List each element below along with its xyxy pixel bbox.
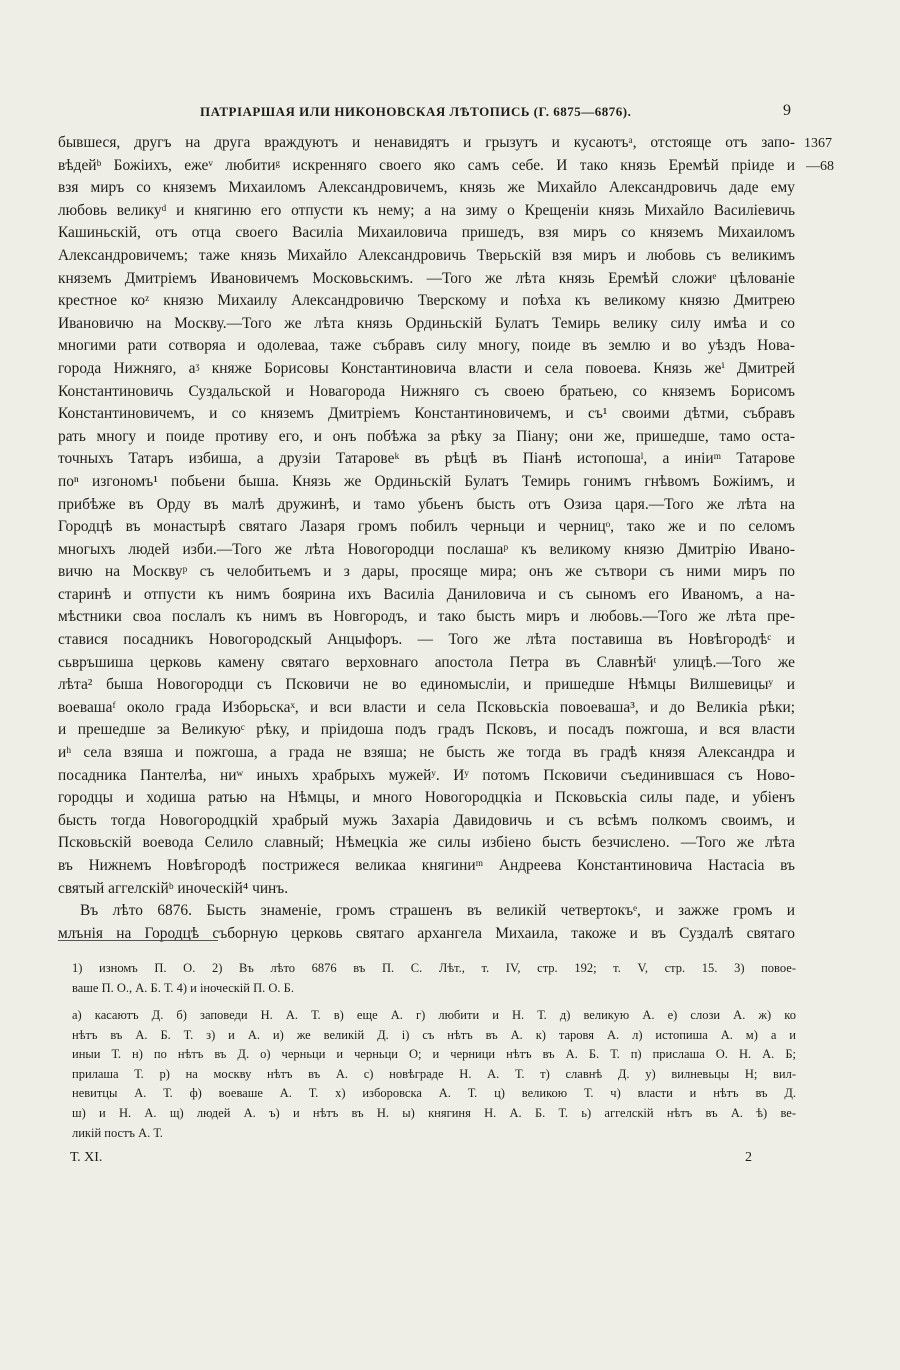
body-line: воевашаᶠ около града Изборьскаˣ, и вси власти и села Псковьскіа повоеваша³, и до Великіа рѣки; bbox=[58, 698, 795, 716]
body-line: лѣта² быша Новогородци съ Псковичи не во единомысліи, и пришедше Нѣмцы Вилшевицыʸ и bbox=[58, 676, 795, 694]
body-line: Въ лѣто 6876. Бысть знаменіе, громъ страшенъ въ великій четвертокъᵉ, и зажже громъ и bbox=[80, 902, 795, 920]
body-line: княземъ Дмитріемъ Ивановичемъ Московьскимъ. —Того же лѣта князь Еремѣй сложиᵉ цѣлованіе bbox=[58, 269, 795, 287]
body-line: многыхъ людей изби.—Того же лѣта Новогородци послашаᵖ къ великому князю Дмитрію Ивано- bbox=[58, 540, 795, 558]
footnote-line: нѣтъ въ А. Б. Т. з) и А. и) же великій Д. і) съ нѣтъ въ А. к) таровя А. л) истопиша А. м) а и bbox=[72, 1027, 796, 1042]
body-line: мѣстники своа послалъ къ нимъ въ Новгородъ, и тако бысть миръ и любовь.—Того же лѣта пре- bbox=[58, 608, 795, 626]
body-line: старинѣ и отпусти къ нимъ боярина ихъ Василіа Даниловича и съ сыномъ его Иваномъ, а на- bbox=[58, 585, 795, 603]
lettered-footnotes bbox=[72, 1006, 796, 1143]
body-line: посадника Пантелѣа, ниʷ иныхъ храбрыхъ мужейʸ. Иʸ потомъ Псковичи съединившася съ Ново- bbox=[58, 766, 795, 784]
footnote-line: ликій постъ А. Т. bbox=[72, 1125, 163, 1140]
body-line: иʰ села взяша и пожгоша, а града не взяша; не бысть же тогда въ градѣ князя Александра и bbox=[58, 744, 795, 762]
running-header: ПАТРІАРШАЯ ИЛИ НИКОНОВСКАЯ ЛѢТОПИСЬ (Г. 6875—6876). bbox=[200, 104, 632, 119]
body-line: вѣдейᵇ Божіихъ, ежеᵛ любитиᵍ искренняго своего яко самъ себе. И тако князь Еремѣй пріиде и bbox=[58, 156, 795, 174]
footnote-line: иныи Т. н) по нѣтъ въ Д. о) черньци и черньци О; и черници нѣтъ въ А. Б. Т. п) прислаша О. Н. А. Б; bbox=[72, 1047, 796, 1062]
body-line: поⁿ изгономъ¹ побьени быша. Князь же Ординьскій Булатъ Темирь гонимъ гнѣвомъ Божіимъ, и bbox=[58, 472, 795, 490]
body-line: Александровичемъ; таже князь Михайло Александровичь Тверьскій взя миръ и любовь съ великимъ bbox=[58, 246, 795, 264]
margin-year-bottom: —68 bbox=[806, 159, 834, 174]
footnote-line: ваше П. О., А. Б. Т. 4) и іноческій П. О. Б. bbox=[72, 981, 294, 995]
body-line: святый аггелскійᵇ иноческій⁴ чинъ. bbox=[58, 879, 289, 897]
body-line: Константиновичемъ, и со княземъ Дмитріемъ Константиновичемъ, и съ¹ своими дѣтми, събравъ bbox=[58, 405, 795, 423]
page-number: 9 bbox=[783, 102, 791, 119]
body-line: млънія на Городцѣ съборную церковь святаго архангела Михаила, такоже и въ Суздалѣ святаго bbox=[58, 924, 795, 942]
volume-label: Т. XI. bbox=[70, 1150, 103, 1165]
body-line: прибѣже въ Орду въ малѣ дружинѣ, и тамо убьенъ бысть отъ Озиза царя.—Того же лѣта на bbox=[58, 495, 795, 513]
signature-mark: 2 bbox=[745, 1150, 752, 1165]
body-line: ставися посадникъ Новогородскый Анцыфоръ. — Того же лѣта поставиша въ Новѣгородѣᶜ и bbox=[58, 631, 795, 649]
body-line: Городцѣ въ монастырѣ святаго Лазаря громъ побилъ черньци и черницᵒ, тако же и по селомъ bbox=[58, 518, 795, 536]
body-line: взя миръ со княземъ Михаиломъ Александровичемъ, князь же Михайло Александровичь даде ему bbox=[58, 179, 795, 197]
body-line: вичю на Москвуᵖ съ челобитьемъ и з дары, просяще мира; онъ же сътвори съ ними миръ по bbox=[58, 563, 795, 581]
body-line: городцы и ходиша ратью на Нѣмцы, и много Новогородцкіа и Псковьскіа силы паде, и убіенъ bbox=[58, 789, 795, 807]
body-line: бывшеся, другъ на друга враждуютъ и ненавидятъ и грызутъ и кусаютъᵃ, отстояще отъ запо- bbox=[58, 134, 795, 151]
footnote-line: 1) изномъ П. О. 2) Въ лѣто 6876 въ П. С. Лѣт., т. IV, стр. 192; т. V, стр. 15. 3) повое- bbox=[72, 961, 796, 975]
body-text bbox=[58, 132, 795, 945]
body-line: въ Нижнемъ Новѣгородѣ пострижеся великаа княгиниᵐ Андреева Константиновича Настасіа въ bbox=[58, 857, 795, 874]
body-line: города Нижняго, аᶾ княже Борисовы Константиновича власти и села повоева. Князь жеⁱ Дмитрей bbox=[58, 359, 795, 377]
body-line: многими рати сотворяа и одолеваа, таже събравъ силу многу, поиде въ землю и во уѣздъ Нова- bbox=[58, 337, 795, 355]
body-line: Ивановичю на Москву.—Того же лѣта князь Ординьскій Булатъ Темирь велику силу имѣа и со bbox=[58, 314, 795, 332]
numbered-footnotes bbox=[72, 958, 796, 998]
body-line: Константиновичь Суздальской и Новагорода Нижняго съ своею братьею, со княземъ Борисомъ bbox=[58, 382, 795, 400]
body-line: сьвръшиша церковь камену святаго верховнаго апостола Петра въ Славнѣйᵗ улицѣ.—Того же bbox=[58, 653, 795, 671]
margin-year-top: 1367 bbox=[804, 136, 832, 151]
body-line: точныхъ Татаръ избиша, а друзіи Татаровеᵏ въ рѣцѣ въ Піанѣ истопошаˡ, а иніиᵐ Татарове bbox=[58, 450, 795, 468]
body-line: Кашиньскій, отъ отца своего Василіа Михаиловича пришедъ, взя миръ со княземъ Михаиломъ bbox=[58, 224, 795, 242]
footnote-line: а) касаютъ Д. б) заповеди Н. А. Т. в) еще А. г) любити и Н. Т. д) великую А. е) слози А. ж) ко bbox=[72, 1008, 796, 1022]
body-line: и прешедше за Великуюᶜ рѣку, и пріидоша подъ градъ Псковъ, и посадъ пожгоша, и вся власти bbox=[58, 721, 795, 739]
body-line: крестное коᶻ князю Михаилу Александровичю Тверскому и поѣха къ великому князю Дмитрею bbox=[58, 292, 795, 310]
body-line: любовь великуᵈ и княгиню его отпусти къ нему; а на зиму о Крещеніи князь Михайло Василіевичь bbox=[58, 201, 795, 219]
body-line: Псковьскій воевода Селило славный; Нѣмецкіа же силы избіено бысть безчислено. —Того же лѣта bbox=[58, 834, 795, 852]
footnote-divider bbox=[58, 940, 218, 941]
body-line: рать многу и поиде противу его, и онъ побѣжа за рѣку за Піану; они же, пришедше, тамо оста- bbox=[58, 427, 795, 445]
footnote-line: прилаша Т. р) на москву нѣтъ въ А. с) новѣграде Н. А. Т. т) славнѣ Д. у) вилневьцы Н; вил- bbox=[72, 1066, 796, 1081]
body-line: бысть тогда Новогородцкій храбрый мужь Захаріа Давидовичь и съ всѣмъ полкомъ своимъ, и bbox=[58, 811, 795, 829]
footnote-line: невитцы А. Т. ф) воеваше А. Т. х) изборовска А. Т. ц) великою Т. ч) власти и нѣтъ въ Д. bbox=[72, 1086, 796, 1101]
footnote-line: ш) и Н. А. щ) людей А. ъ) и нѣтъ въ Н. ы) княгиня Н. А. Б. Т. ь) аггелскій нѣтъ въ А. ѣ) ве- bbox=[72, 1105, 796, 1120]
